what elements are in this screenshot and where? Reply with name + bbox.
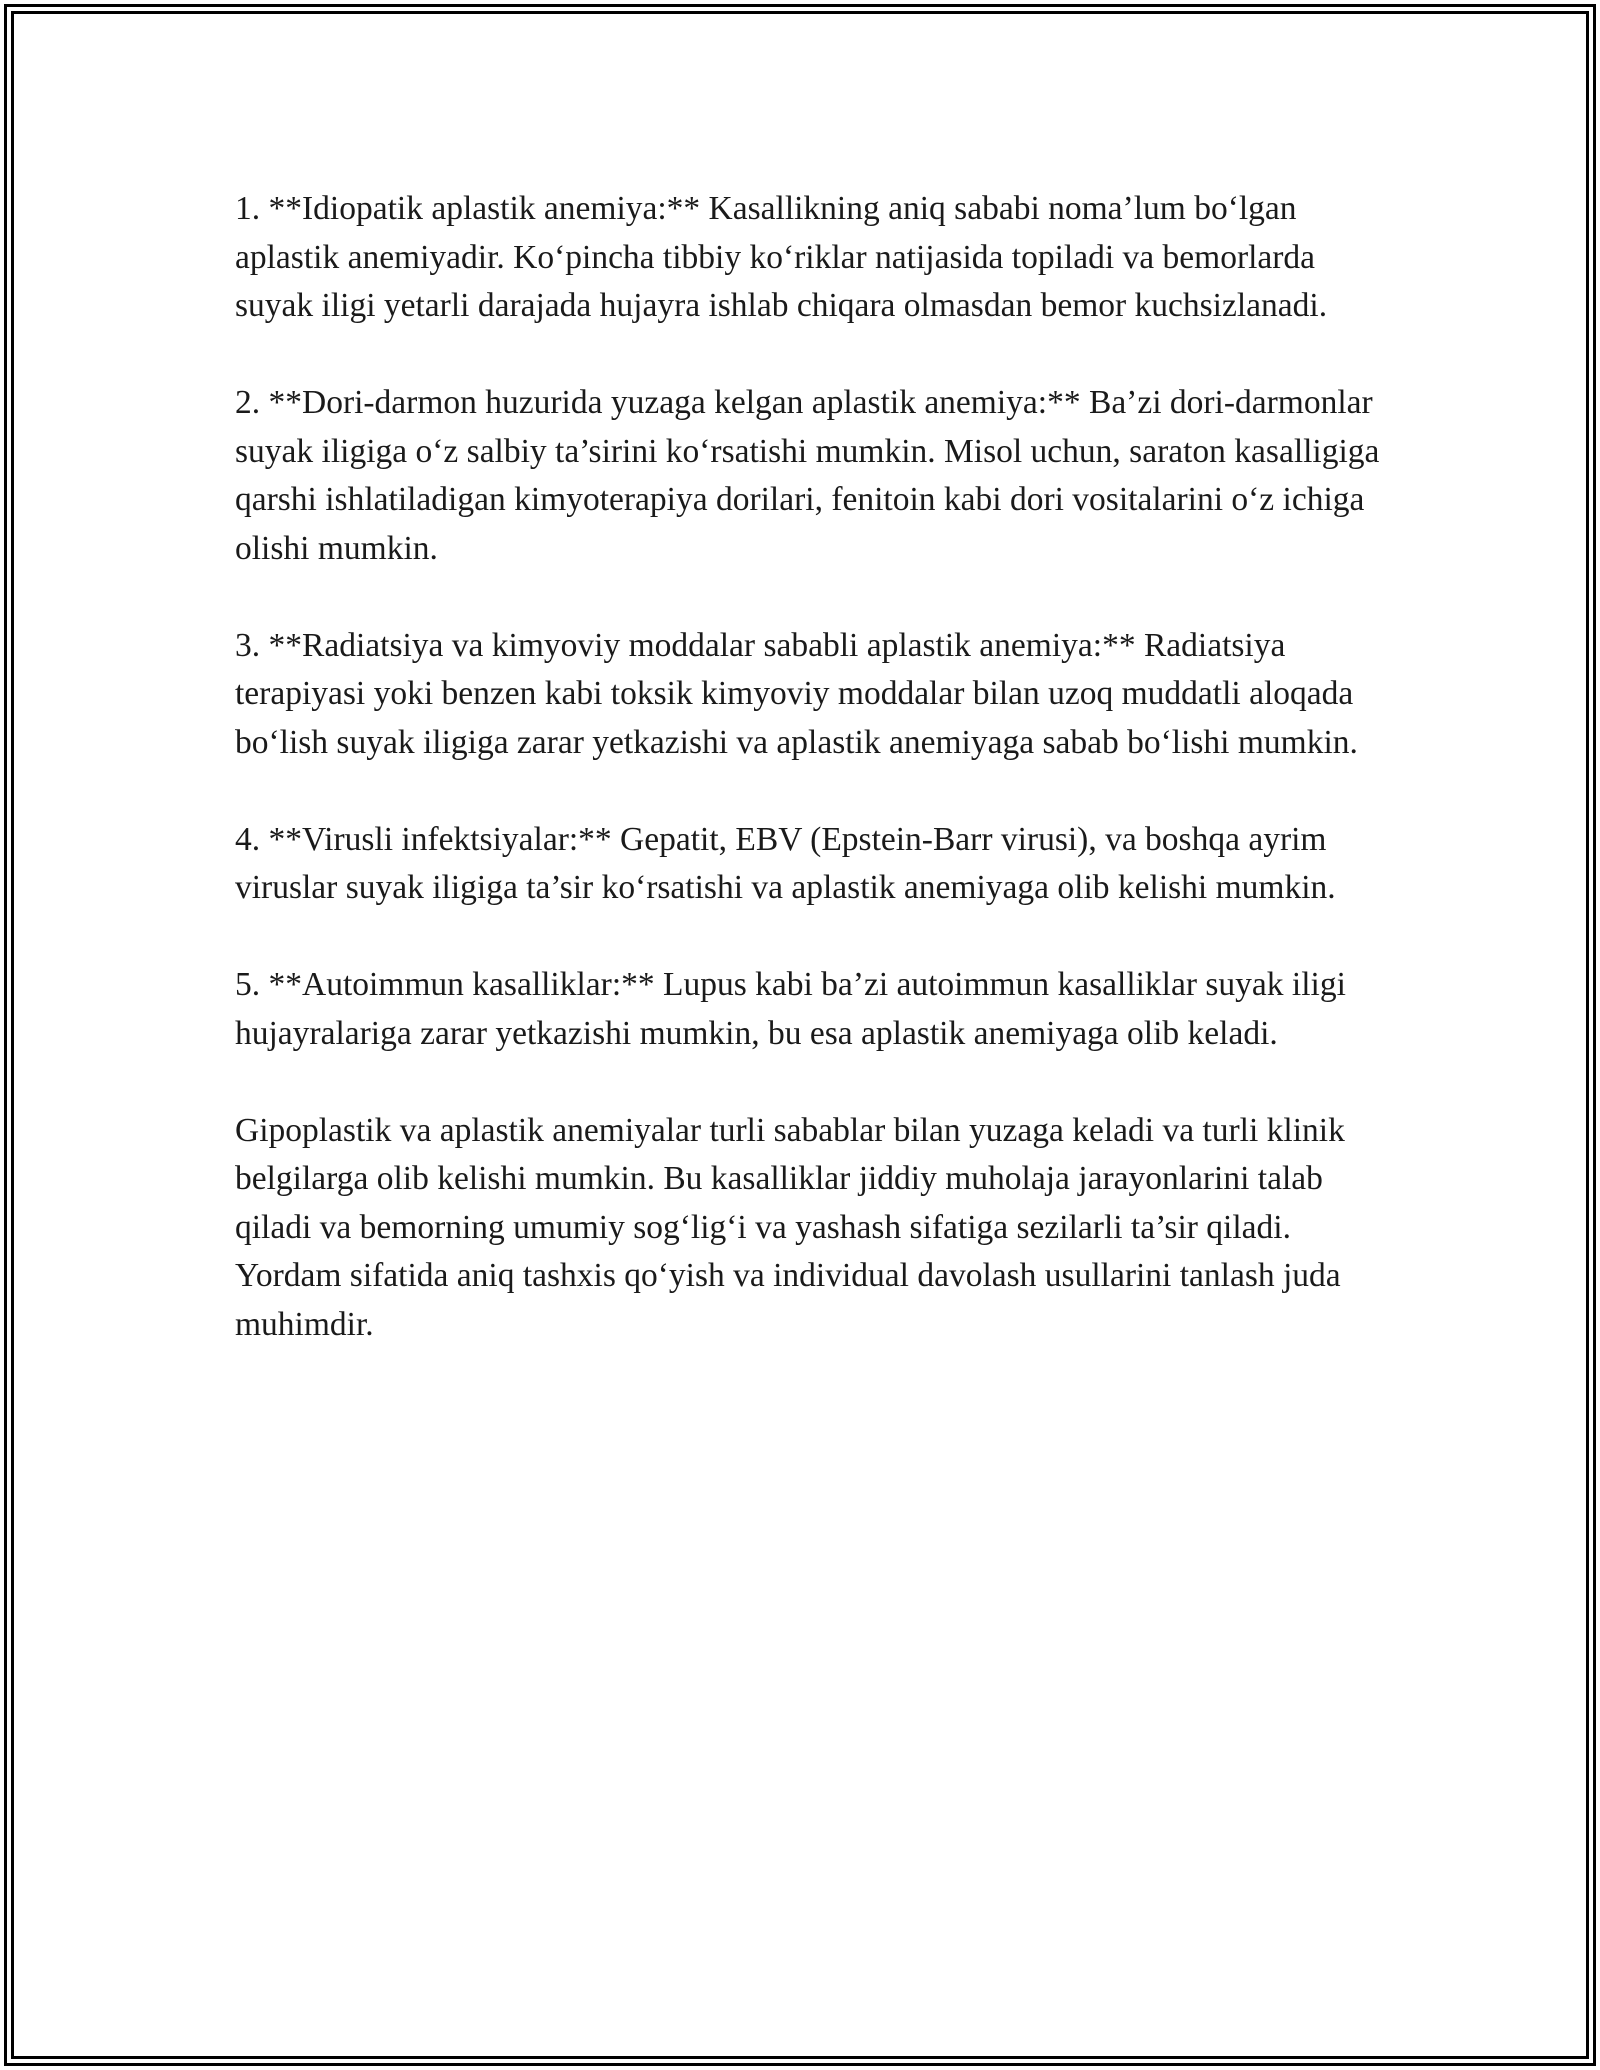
paragraph-autoimmune: 5. **Autoimmun kasalliklar:** Lupus kabi ba’zi autoimmun kasalliklar suyak iligi hujayralariga zarar yetkazishi mumkin, bu esa aplastik anemiyaga olib keladi. [235, 966, 1346, 1052]
paragraph-radiation-chemical: 3. **Radiatsiya va kimyoviy moddalar sababli aplastik anemiya:** Radiatsiya terapiyasi yoki benzen kabi toksik kimyoviy moddalar bilan uzoq muddatli aloqada bo‘lish suyak iligiga zarar yetkazishi va aplastik anemiyaga sabab bo‘lishi mumkin. [235, 626, 1358, 761]
paragraph-conclusion: Gipoplastik va aplastik anemiyalar turli sabablar bilan yuzaga keladi va turli klinik belgilarga olib kelishi mumkin. Bu kasalliklar jiddiy muholaja jarayonlarini talab qiladi va bemorning umumiy sog‘lig‘i va yashash sifatiga sezilarli ta’sir qiladi. Yordam sifatida aniq tashxis qo‘yish va individual davolash usullarini tanlash juda muhimdir. [235, 1111, 1345, 1343]
paragraph-drug-induced: 2. **Dori-darmon huzurida yuzaga kelgan aplastik anemiya:** Ba’zi dori-darmonlar suyak iligiga o‘z salbiy ta’sirini ko‘rsatishi mumkin. Misol uchun, saraton kasalligiga qarshi ishlatiladigan kimyoterapiya dorilari, fenitoin kabi dori vositalarini o‘z ichiga olishi mumkin. [235, 384, 1380, 567]
document-body [235, 185, 1385, 1398]
paragraph-viral-infections: 4. **Virusli infektsiyalar:** Gepatit, EBV (Epstein-Barr virusi), va boshqa ayrim viruslar suyak iligiga ta’sir ko‘rsatishi va aplastik anemiyaga olib kelishi mumkin. [235, 820, 1336, 906]
paragraph-idiopathic: 1. **Idiopatik aplastik anemiya:** Kasallikning aniq sababi noma’lum bo‘lgan aplastik anemiyadir. Ko‘pincha tibbiy ko‘riklar natijasida topiladi va bemorlarda suyak iligi yetarli darajada hujayra ishlab chiqara olmasdan bemor kuchsizlanadi. [235, 190, 1328, 324]
